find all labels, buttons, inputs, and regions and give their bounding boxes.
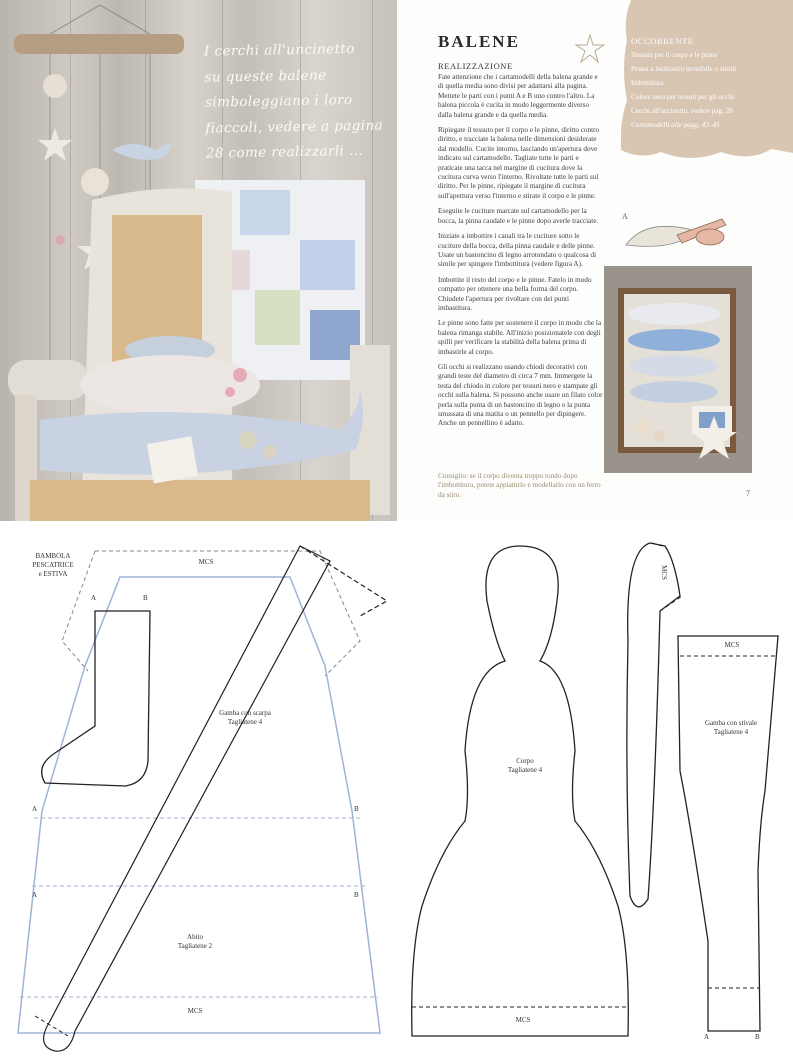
- piece-name: Gamba con scarpa: [219, 709, 271, 717]
- instruction-paragraph: Ripiegate il tessuto per il corpo e le pinne, diritto contro diritto, e tracciate la balena nelle dimensioni desiderate dal modello. Cucite intorno, lasciando un'apertura dove indicato sul cartamodello. Tagliate tutte le parti e praticate una tacca nel margine di cucitura dove la cucitura curva verso l'interno. Rivoltate tutte le parti sul diritto. Per le pinne, ripiegate il margine di cucitura sull'apertura verso l'interno e stirate il corpo e le pinne.: [438, 126, 600, 200]
- instruction-paragraph: Eseguite le cuciture marcate sul cartamodello per la bocca, la pinna caudale e le pinne dopo averle tracciate.: [438, 207, 599, 225]
- instructions-body: [438, 73, 603, 435]
- strap-outline: [44, 546, 330, 1051]
- point-b-label: B: [354, 891, 359, 899]
- mcs-label: MCS: [198, 558, 214, 566]
- pattern-title: [28, 552, 78, 579]
- piece-name: Corpo: [516, 757, 534, 765]
- point-a-label: A: [32, 891, 38, 899]
- whale-photo: [0, 0, 397, 521]
- handwriting-line: fiaccoli, vedere a pagina: [205, 117, 384, 137]
- paper-texture: [621, 0, 793, 175]
- instruction-paragraph: Gli occhi si realizzano usando chiodi decorativi con grandi teste del diametro di circa 7 mm. Immergete la testa del chiodo in colore per tessuti nero e stampate gli occhi sulla balena. Si possono anche usare un filato color perla sulla punta di un bastoncino di legno o la punta smussata di una matita o un pennello per dipingere. Anche un pennellino è adatto.: [438, 362, 603, 428]
- driftwood: [14, 34, 184, 54]
- materials-item: Tessuto per il corpo e le pinne: [631, 51, 718, 59]
- handwriting-line: su queste balene: [204, 66, 327, 86]
- materials-item: Cerchi all'uncinetto, vedere pag. 28: [631, 107, 733, 115]
- boot-leg-label: [696, 719, 766, 737]
- handwritten-note: [204, 36, 391, 167]
- handwriting-line: simboleggiano i loro: [204, 92, 353, 111]
- point-b-label: B: [354, 805, 359, 813]
- materials-item: Penna a inchiostro invisibile o simili: [631, 65, 737, 73]
- shell-icon: [81, 168, 109, 196]
- whales-box-scene: [604, 266, 752, 473]
- point-a-label: A: [91, 594, 97, 602]
- starfish-icon: [573, 34, 607, 64]
- whales-box-photo: [604, 266, 752, 473]
- bead-icon: [55, 235, 65, 245]
- dress-label: [170, 933, 220, 951]
- instruction-paragraph: Le pinne sono fatte per sostenere il corpo in modo che la balena rimanga stabile. All'inizio posizionatele con degli spilli per verificare la stabilità della balena prima di imbastirle al corpo.: [438, 319, 602, 356]
- point-b-label: B: [755, 1033, 760, 1041]
- piece-cut: Tagliatene 4: [507, 766, 543, 774]
- pattern-title-line: e ESTIVA: [38, 570, 68, 578]
- figure-a-illustration: [622, 215, 737, 260]
- piece-cut: Tagliatene 2: [177, 942, 213, 950]
- instruction-paragraph: Imbottite il resto del corpo e le pinne. Fatelo in modo compatto per ottenere una bella forma del corpo. Chiudete l'apertura per rivoltare con dei punti imbastitura.: [438, 275, 592, 312]
- pattern-title-line: BAMBOLA: [35, 552, 71, 560]
- page-title: BALENE: [438, 32, 520, 51]
- body-label: [495, 757, 555, 775]
- handwriting-line: 28 come realizzarli ...: [205, 142, 364, 162]
- dress-outline: [18, 577, 380, 1033]
- materials-item: Cartamodelli alle pagg. 42–45: [631, 121, 720, 129]
- point-b-label: B: [143, 594, 148, 602]
- starfish-icon: [38, 128, 72, 161]
- page-number: 7: [746, 489, 750, 498]
- materials-item: Imbottitura: [631, 79, 664, 87]
- pattern-lines: [0, 521, 793, 1060]
- leg-shoe-label: [205, 709, 285, 727]
- boot-leg-outline: [678, 636, 778, 1031]
- tag: [147, 436, 198, 483]
- piece-cut: Tagliatene 4: [227, 718, 263, 726]
- piece-cut: Tagliatene 4: [713, 728, 749, 736]
- whale-dotted: [80, 355, 260, 415]
- tip-note: Consiglio: se il corpo diventa troppo tondo dopo l'imbottitura, potete appiattirlo e modellarlo con un ferro da stiro.: [438, 472, 601, 499]
- materials-heading: OCCORRENTE: [631, 36, 694, 46]
- handwriting-line: I cerchi all'uncinetto: [203, 40, 355, 60]
- pattern-title-line: PESCATRICE: [32, 561, 74, 569]
- dress-seam-allowance: [62, 551, 360, 676]
- arm-outline: [627, 543, 680, 907]
- section-heading: REALIZZAZIONE: [438, 61, 513, 71]
- shell-icon: [43, 74, 67, 98]
- point-a-label: A: [32, 805, 38, 813]
- mcs-label: MCS: [515, 1016, 531, 1024]
- mcs-label: MCS: [187, 1007, 203, 1015]
- pattern-sheet: [0, 521, 793, 1060]
- point-a-label: A: [704, 1033, 710, 1041]
- small-whale-hanging: [112, 144, 172, 160]
- materials-item: Colore nero per tessuti per gli occhi: [631, 93, 734, 101]
- piece-name: Gamba con stivale: [704, 719, 758, 727]
- instruction-paragraph: Fate attenzione che i cartamodelli della balena grande e di quella media sono divisi per adattarsi alla pagina. Mettete le parti con i punti A e B uno contro l'altro. La balena piccola è cucita in modo leggermente diverso dalla balena grande e da quella media.: [438, 73, 598, 119]
- piece-name: Abito: [187, 933, 203, 941]
- mcs-label: MCS: [659, 565, 668, 580]
- mcs-label: MCS: [724, 641, 740, 649]
- instruction-paragraph: Iniziate a imbottire i canali tra le cuciture sotto le cuciture della bocca, della pinna caudale e delle pinne. Usate un bastoncino di legno arrotondato o qualcosa di simile per spingere l'imbottitura (vedere figura A).: [438, 232, 597, 269]
- figure-label: A: [622, 212, 628, 221]
- body-outline: [412, 546, 629, 1036]
